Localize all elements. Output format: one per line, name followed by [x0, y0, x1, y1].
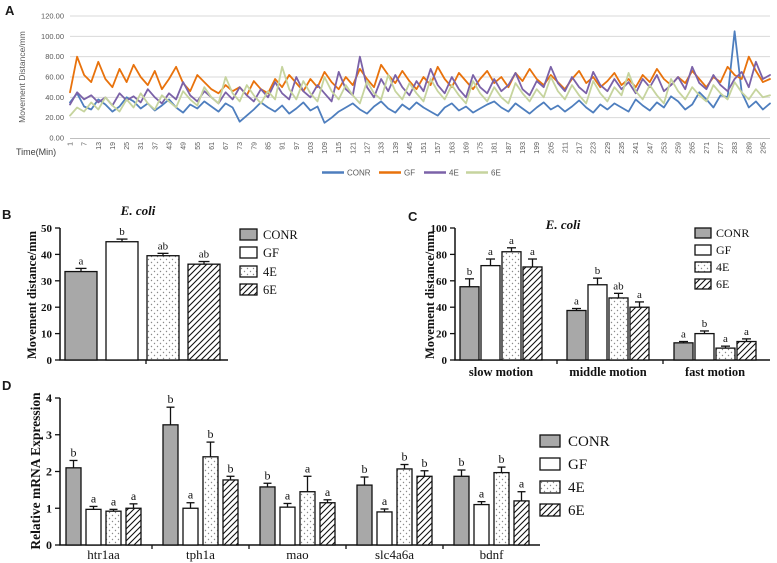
bar-gray	[460, 287, 479, 360]
legend-item-GF	[695, 243, 732, 257]
panel-d-grouped-bar-chart	[0, 373, 777, 563]
y-axis-title: Movement Distance/mm	[17, 31, 27, 123]
y-tick-label: 100.00	[41, 31, 64, 41]
sig-letter: a	[110, 494, 117, 509]
legend-item-4E	[540, 480, 585, 496]
chart-title: E. coli	[120, 203, 156, 218]
panel-a-label: A	[5, 3, 15, 18]
legend-swatch	[695, 228, 711, 238]
legend-swatch	[240, 266, 257, 277]
x-tick-label: 181	[491, 142, 499, 154]
bar-gray	[163, 425, 178, 545]
chart-title: E. coli	[545, 217, 581, 232]
bar-gray	[567, 311, 586, 361]
legend-label: 6E	[263, 283, 277, 297]
x-tick-label: 193	[520, 142, 528, 154]
y-tick-label: 10	[41, 328, 52, 341]
x-tick-label: 85	[265, 142, 273, 150]
y-tick-label: 0	[441, 355, 447, 367]
panel-c-label: C	[408, 209, 418, 224]
x-tick-label: 289	[746, 142, 754, 154]
sig-letter: b	[70, 445, 77, 460]
x-tick-label: 73	[237, 142, 245, 150]
x-tick-label: 37	[152, 142, 160, 150]
bar-dots	[397, 469, 412, 545]
category-label: bdnf	[479, 547, 504, 562]
bar-hatch	[630, 307, 649, 360]
sig-letter: ab	[198, 248, 210, 261]
x-tick-label: 211	[562, 142, 570, 154]
legend-label: 6E	[491, 168, 501, 178]
legend-swatch	[240, 284, 257, 295]
bar-hatch	[320, 503, 335, 545]
category-label: htr1aa	[87, 547, 120, 562]
legend-swatch	[540, 504, 560, 516]
bar-white	[183, 508, 198, 545]
panel-b-bar-chart	[0, 195, 330, 375]
x-tick-label: 43	[166, 142, 174, 150]
category-label: middle motion	[569, 365, 647, 379]
x-tick-label: 61	[208, 142, 216, 150]
sig-letter: b	[401, 449, 408, 464]
sig-letter: a	[488, 246, 493, 259]
legend-swatch	[240, 247, 257, 258]
sig-letter: a	[723, 333, 728, 346]
bar-dots	[494, 473, 509, 545]
x-tick-label: 55	[194, 142, 202, 150]
y-tick-label: 3	[46, 427, 52, 442]
legend-swatch	[540, 481, 560, 493]
panel-c-grouped-bar-chart	[400, 195, 777, 387]
x-tick-label: 121	[350, 142, 358, 154]
bar-hatch	[514, 501, 529, 545]
x-tick-label: 163	[449, 142, 457, 154]
x-tick-label: 145	[406, 142, 414, 154]
x-tick-label: 169	[463, 142, 471, 154]
sig-letter: a	[681, 328, 686, 341]
bar-white	[377, 512, 392, 545]
y-tick-label: 0	[46, 538, 52, 552]
x-tick-label: 31	[138, 142, 146, 150]
legend-swatch	[540, 458, 560, 470]
x-tick-label: 229	[604, 142, 612, 154]
legend-label: 6E	[716, 277, 730, 291]
sig-letter: b	[458, 455, 465, 470]
y-tick-label: 20.00	[45, 113, 64, 123]
sig-letter: b	[701, 317, 708, 330]
bar-gray	[65, 272, 97, 360]
sig-letter: b	[594, 265, 601, 278]
x-tick-label: 247	[647, 142, 655, 154]
y-axis-title: Movement distance/mm	[423, 230, 437, 360]
y-axis-title: Relative mRNA Expression	[28, 392, 43, 550]
y-tick-label: 2	[46, 464, 52, 479]
sig-letter: ab	[613, 280, 624, 293]
x-tick-label: 277	[718, 142, 726, 154]
bar-hatch	[523, 267, 542, 360]
y-tick-label: 80	[436, 249, 447, 262]
y-tick-label: 100	[430, 223, 447, 235]
legend-item-CONR	[240, 228, 298, 242]
y-tick-label: 1	[46, 501, 52, 516]
bar-white	[695, 334, 714, 360]
legend-label: 4E	[263, 265, 277, 279]
legend-item-GF	[540, 457, 587, 473]
y-tick-label: 30	[41, 275, 52, 288]
bar-hatch	[223, 480, 238, 545]
y-tick-label: 20	[41, 302, 52, 315]
legend-label: 6E	[568, 503, 585, 519]
legend-item-6E	[466, 169, 501, 178]
x-tick-label: 151	[421, 142, 429, 154]
bar-hatch	[188, 264, 220, 360]
x-tick-label: 1	[67, 142, 75, 146]
y-tick-label: 40.00	[45, 92, 64, 102]
x-tick-label: 13	[95, 142, 103, 150]
sig-letter: b	[264, 468, 271, 483]
sig-letter: a	[637, 288, 642, 301]
x-tick-label: 79	[251, 142, 259, 150]
legend-label: CONR	[716, 226, 750, 240]
bar-dots	[147, 256, 179, 360]
legend-item-4E	[240, 265, 277, 279]
x-tick-label: 235	[619, 142, 627, 154]
legend-label: GF	[716, 243, 732, 257]
bar-hatch	[126, 508, 141, 545]
y-tick-label: 80.00	[45, 52, 64, 62]
x-tick-label: 103	[307, 142, 315, 154]
legend-swatch	[695, 262, 711, 272]
legend-item-6E	[240, 283, 277, 297]
y-tick-label: 20	[436, 328, 447, 341]
sig-letter: b	[227, 461, 234, 476]
x-tick-label: 295	[760, 142, 768, 154]
legend-swatch	[695, 279, 711, 289]
category-label: slow motion	[468, 365, 534, 379]
sig-letter: a	[304, 461, 311, 476]
sig-letter: a	[381, 493, 388, 508]
x-tick-label: 49	[180, 142, 188, 150]
x-tick-label: 205	[548, 142, 556, 154]
panel-d-label: D	[2, 378, 12, 393]
x-tick-label: 133	[378, 142, 386, 154]
x-tick-label: 259	[675, 142, 683, 154]
x-tick-label: 175	[477, 142, 485, 154]
bar-gray	[674, 343, 693, 360]
bar-gray	[357, 485, 372, 545]
sig-letter: b	[207, 427, 214, 442]
y-tick-label: 4	[46, 391, 52, 405]
legend-item-6E	[540, 503, 585, 519]
sig-letter: b	[498, 452, 505, 467]
legend-swatch	[540, 435, 560, 447]
sig-letter: b	[167, 392, 174, 407]
bar-hatch	[417, 476, 432, 545]
x-tick-label: 217	[576, 142, 584, 154]
x-tick-label: 19	[109, 142, 117, 150]
bar-gray	[66, 468, 81, 545]
legend-label: CONR	[347, 168, 371, 178]
sig-letter: a	[90, 491, 97, 506]
x-tick-label: 67	[223, 142, 231, 150]
legend-label: GF	[568, 457, 588, 473]
category-label: fast motion	[684, 365, 746, 379]
sig-letter: a	[478, 486, 485, 501]
bar-white	[474, 505, 489, 545]
bar-dots	[609, 298, 628, 360]
x-tick-label: 253	[661, 142, 669, 154]
legend-item-CONR	[540, 434, 610, 450]
bar-dots	[300, 492, 315, 545]
sig-letter: a	[324, 484, 331, 499]
x-tick-label: 265	[689, 142, 697, 154]
x-tick-label: 223	[590, 142, 598, 154]
x-tick-label: 109	[322, 142, 330, 154]
x-tick-label: 139	[392, 142, 400, 154]
legend-label: GF	[404, 168, 416, 178]
sig-letter: b	[361, 462, 368, 477]
x-tick-label: 157	[435, 142, 443, 154]
y-tick-label: 120.00	[41, 11, 64, 21]
sig-letter: b	[119, 226, 125, 239]
panel-b-label: B	[2, 207, 12, 222]
x-tick-label: 241	[633, 142, 641, 154]
bar-white	[481, 266, 500, 360]
legend-swatch	[695, 245, 711, 255]
x-tick-label: 271	[703, 142, 711, 154]
sig-letter: a	[130, 488, 137, 503]
legend-label: 4E	[716, 260, 730, 274]
x-tick-label: 199	[534, 142, 542, 154]
sig-letter: a	[744, 325, 749, 338]
legend-label: 4E	[449, 168, 459, 178]
x-tick-label: 91	[279, 142, 287, 150]
sig-letter: ab	[157, 240, 169, 253]
sig-letter: a	[509, 234, 514, 247]
x-axis-title: Time(Min)	[16, 147, 57, 157]
category-label: tph1a	[186, 547, 215, 562]
legend-label: CONR	[263, 228, 298, 242]
x-tick-label: 97	[293, 142, 301, 150]
bar-white	[280, 507, 295, 545]
legend-item-CONR	[695, 226, 749, 240]
y-axis-title: Movement distance/mm	[25, 230, 39, 360]
legend-swatch	[240, 229, 257, 240]
legend-item-4E	[695, 260, 729, 274]
legend-label: 4E	[568, 480, 585, 496]
panel-a-line-chart	[0, 0, 777, 192]
sig-letter: b	[421, 455, 428, 470]
y-tick-label: 60	[436, 275, 447, 288]
sig-letter: a	[78, 255, 84, 268]
y-tick-label: 40	[436, 302, 447, 315]
legend-item-GF	[379, 169, 415, 178]
bar-hatch	[737, 342, 756, 360]
legend-item-6E	[695, 277, 729, 291]
sig-letter: a	[518, 476, 525, 491]
bar-dots	[716, 348, 735, 360]
category-label: mao	[286, 547, 309, 562]
legend-item-CONR	[322, 169, 371, 178]
legend-label: CONR	[568, 434, 610, 450]
x-tick-label: 25	[124, 142, 132, 150]
y-tick-label: 50	[41, 223, 52, 235]
y-tick-label: 0.00	[49, 133, 64, 143]
x-tick-label: 187	[505, 142, 513, 154]
bar-gray	[454, 476, 469, 545]
legend-label: GF	[263, 246, 279, 260]
bar-dots	[502, 252, 521, 360]
sig-letter: a	[530, 246, 535, 259]
sig-letter: b	[466, 265, 473, 278]
bar-white	[86, 509, 101, 545]
x-tick-label: 127	[364, 142, 372, 154]
y-tick-label: 60.00	[45, 72, 64, 82]
sig-letter: a	[574, 295, 579, 308]
sig-letter: a	[284, 488, 291, 503]
legend-item-4E	[424, 169, 459, 178]
category-label: slc4a6a	[375, 547, 414, 562]
bar-dots	[203, 457, 218, 545]
bar-dots	[106, 511, 121, 545]
x-tick-label: 115	[336, 142, 344, 154]
x-tick-label: 7	[81, 142, 89, 146]
bar-white	[106, 242, 138, 360]
y-tick-label: 0	[46, 355, 52, 367]
x-tick-label: 283	[732, 142, 740, 154]
legend-item-GF	[240, 246, 279, 260]
bar-gray	[260, 487, 275, 545]
bar-white	[588, 285, 607, 360]
y-tick-label: 40	[41, 249, 52, 262]
sig-letter: a	[187, 487, 194, 502]
